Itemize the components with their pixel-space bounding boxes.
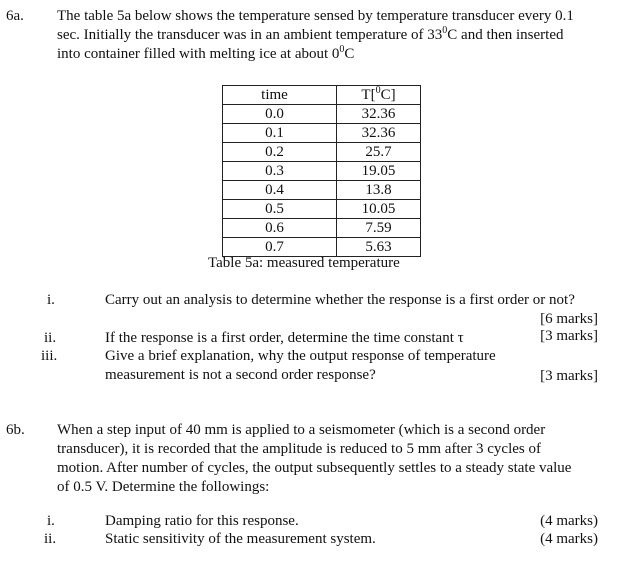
time-cell: 0.5 <box>223 200 337 219</box>
time-cell: 0.3 <box>223 162 337 181</box>
q6a-intro-line-3: into container filled with melting ice at about $0^0C$ <box>57 44 355 62</box>
part-marks: [6 marks] <box>540 311 598 327</box>
part-number: ii. <box>44 330 57 346</box>
temp-cell: 19.05 <box>337 162 421 181</box>
q6b-line-4: of 0.5 V. Determine the followings: <box>57 479 270 495</box>
temp-cell: 10.05 <box>337 200 421 219</box>
q6a-intro-line-2: sec. Initially the transducer was in an ambient temperature of $33^0C$ and then inserted <box>57 25 564 43</box>
time-cell: 0.4 <box>223 181 337 200</box>
time-cell: 0.2 <box>223 143 337 162</box>
temp-cell: 7.59 <box>337 219 421 238</box>
part-marks: [3 marks] <box>540 368 598 384</box>
header-temperature: T[$^0$C] <box>337 86 421 105</box>
part-text-line-2: measurement is not a second order response? <box>105 367 376 383</box>
temp-cell: 5.63 <box>337 238 421 257</box>
table-row <box>223 105 421 124</box>
table-row <box>223 162 421 181</box>
q6b-line-3: motion. After number of cycles, the output subsequently settles to a steady state value <box>57 460 572 476</box>
temp-cell: 25.7 <box>337 143 421 162</box>
part-number: i. <box>47 513 55 529</box>
table-row <box>223 124 421 143</box>
q6a-intro-line-1: The table 5a below shows the temperature sensed by temperature transducer every 0.1 <box>57 8 574 24</box>
table-row <box>223 143 421 162</box>
header-time: time <box>223 86 337 105</box>
table-row <box>223 219 421 238</box>
temperature-table <box>222 85 421 257</box>
table-caption: Table 5a: measured temperature <box>208 255 400 271</box>
part-marks: (4 marks) <box>540 531 598 547</box>
part-number: ii. <box>44 531 57 547</box>
time-cell: 0.6 <box>223 219 337 238</box>
time-cell: 0.0 <box>223 105 337 124</box>
part-text-line-1: Give a brief explanation, why the output response of temperature <box>105 348 496 364</box>
part-marks: [3 marks] <box>540 328 598 344</box>
q6b-line-1: When a step input of 40 mm is applied to a seismometer (which is a second order <box>57 422 546 438</box>
temp-cell: 32.36 <box>337 105 421 124</box>
table-header-row <box>223 86 421 105</box>
part-text: Static sensitivity of the measurement system. <box>105 531 376 547</box>
temp-cell: 32.36 <box>337 124 421 143</box>
part-text: If the response is a first order, determine the time constant τ <box>105 330 464 346</box>
q6b-line-2: transducer), it is recorded that the amplitude is reduced to 5 mm after 3 cycles of <box>57 441 541 457</box>
time-cell: 0.1 <box>223 124 337 143</box>
table-row <box>223 200 421 219</box>
question-number-6a: 6a. <box>6 8 24 24</box>
part-marks: (4 marks) <box>540 513 598 529</box>
table-row <box>223 181 421 200</box>
time-cell: 0.7 <box>223 238 337 257</box>
part-number: i. <box>47 292 55 308</box>
part-number: iii. <box>41 348 58 364</box>
temp-cell: 13.8 <box>337 181 421 200</box>
question-number-6b: 6b. <box>6 422 25 438</box>
part-text: Damping ratio for this response. <box>105 513 299 529</box>
part-text: Carry out an analysis to determine whether the response is a first order or not? <box>105 292 575 308</box>
